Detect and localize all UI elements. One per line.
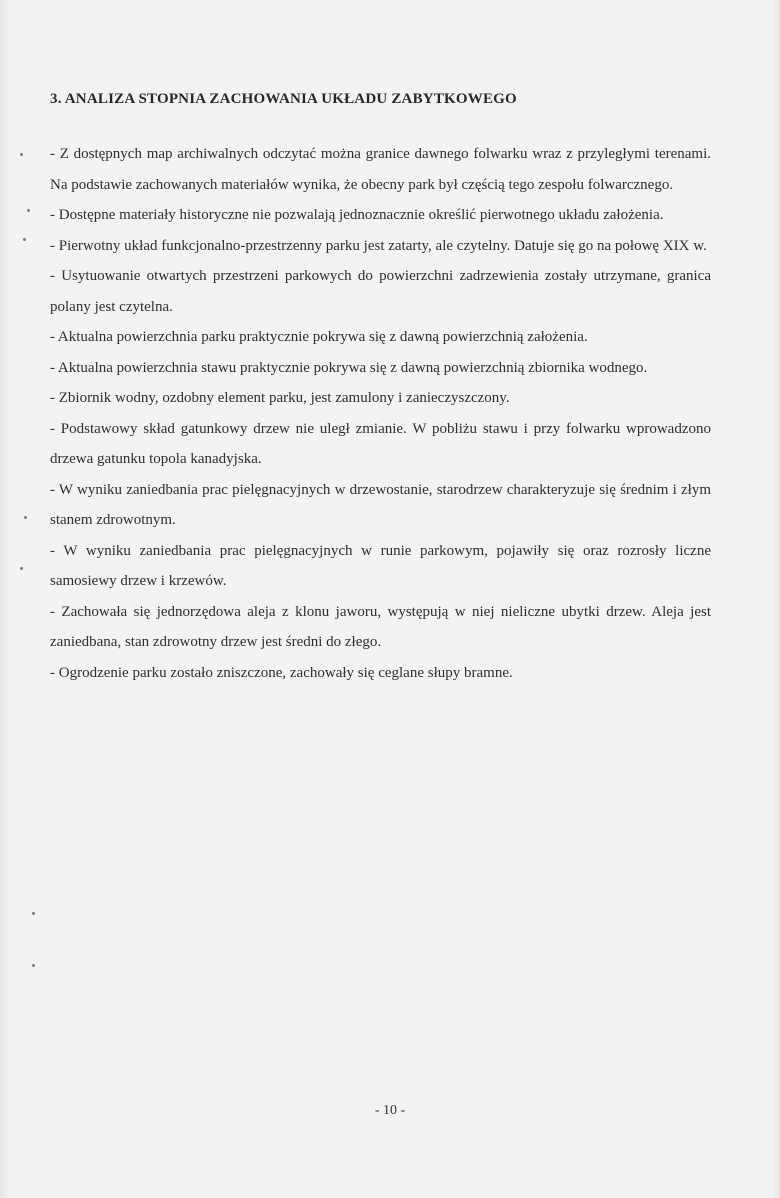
scan-speck <box>32 912 35 915</box>
paragraph: - Podstawowy skład gatunkowy drzew nie uległ zmianie. W pobliżu stawu i przy folwarku wprowadzono drzewa gatunku topola kanadyjska. <box>50 420 711 467</box>
paragraph: - W wyniku zaniedbania prac pielęgnacyjnych w runie parkowym, pojawiły się oraz rozrosły liczne samosiewy drzew i krzewów. <box>50 542 711 589</box>
paragraph: - Aktualna powierzchnia parku praktycznie pokrywa się z dawną powierzchnią założenia. <box>50 329 588 345</box>
paragraph: - Zbiornik wodny, ozdobny element parku, jest zamulony i zanieczyszczony. <box>50 390 510 406</box>
scan-speck <box>32 964 35 967</box>
page-number: - 10 - <box>374 1103 406 1118</box>
paragraph: - Ogrodzenie parku zostało zniszczone, zachowały się ceglane słupy bramne. <box>50 664 513 681</box>
scan-edge-left <box>0 0 10 1198</box>
scan-speck <box>23 238 26 241</box>
scan-speck <box>20 567 23 570</box>
scan-speck <box>20 153 23 156</box>
paragraph: - Dostępne materiały historyczne nie pozwalają jednoznacznie określić pierwotnego układu założenia. <box>50 207 664 223</box>
paragraph: - Z dostępnych map archiwalnych odczytać można granice dawnego folwarku wraz z przyległymi terenami. Na podstawie zachowanych materiałów wynika, że obecny park był częścią tego zespołu folwarcznego. <box>50 146 711 193</box>
paragraph: - Zachowała się jednorzędowa aleja z klonu jaworu, występują w niej nieliczne ubytki drzew. Aleja jest zaniedbana, stan zdrowotny drzew jest średni do złego. <box>50 603 711 650</box>
scan-edge-right <box>772 0 780 1198</box>
paragraph: - Aktualna powierzchnia stawu praktycznie pokrywa się z dawną powierzchnią zbiornika wodnego. <box>50 359 648 376</box>
paragraph: - Pierwotny układ funkcjonalno-przestrzenny parku jest zatarty, ale czytelny. Datuje się go na połowę XIX w. <box>50 237 707 254</box>
paragraph: - Usytuowanie otwartych przestrzeni parkowych do powierzchni zadrzewienia zostały utrzymane, granica polany jest czytelna. <box>50 268 711 315</box>
scan-speck <box>24 516 27 519</box>
scan-speck <box>27 209 30 212</box>
section-heading: 3. ANALIZA STOPNIA ZACHOWANIA UKŁADU ZABYTKOWEGO <box>50 91 517 107</box>
document-body <box>50 139 711 688</box>
paragraph: - W wyniku zaniedbania prac pielęgnacyjnych w drzewostanie, starodrzew charakteryzuje się średnim i złym stanem zdrowotnym. <box>50 481 711 528</box>
